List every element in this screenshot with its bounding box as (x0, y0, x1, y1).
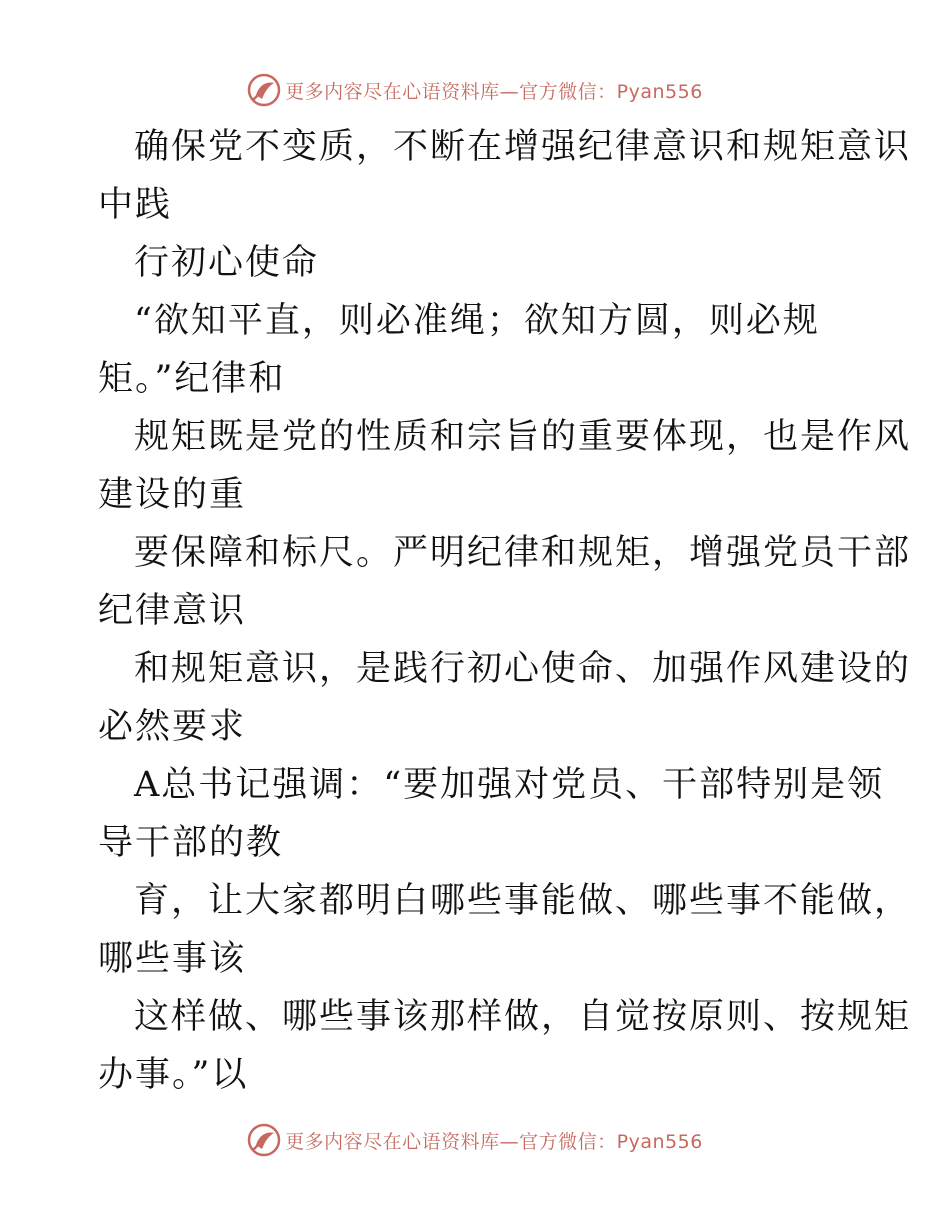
brand-logo-icon (247, 1123, 281, 1157)
paragraph-line: 建设的重 (98, 475, 247, 515)
header-banner (0, 70, 950, 110)
paragraph-line: 必然要求 (98, 707, 247, 747)
paragraph-line: 要保障和标尺。严明纪律和规矩，增强党员干部 (134, 533, 912, 573)
paragraph (98, 118, 912, 234)
paragraph (98, 640, 912, 756)
paragraph (98, 408, 912, 524)
header-banner-text: 更多内容尽在心语资料库—官方微信：Pyan556 (285, 80, 703, 103)
paragraph-line: 中践 (98, 185, 173, 225)
paragraph-line: 导干部的教 (98, 823, 284, 863)
paragraph-line: 确保党不变质，不断在增强纪律意识和规矩意识 (134, 127, 912, 167)
paragraph-line: 纪律意识 (98, 591, 247, 631)
paragraph-line: 规矩既是党的性质和宗旨的重要体现，也是作风 (134, 417, 912, 457)
document-body (98, 118, 912, 1104)
paragraph-line: 行初心使命 (134, 243, 320, 283)
paragraph (98, 292, 858, 408)
paragraph (98, 234, 858, 292)
paragraph-line: 和规矩意识，是践行初心使命、加强作风建设的 (134, 649, 912, 689)
paragraph-line: “欲知平直，则必准绳；欲知方圆，则必规 (134, 301, 820, 341)
paragraph (98, 524, 912, 640)
paragraph-line: 矩。”纪律和 (98, 359, 286, 399)
footer-banner (0, 1120, 950, 1160)
paragraph-line: 这样做、哪些事该那样做，自觉按原则、按规矩 (134, 997, 912, 1037)
paragraph-line: 办事。”以 (98, 1055, 249, 1095)
footer-banner-text: 更多内容尽在心语资料库—官方微信：Pyan556 (285, 1130, 703, 1153)
brand-logo-icon (247, 73, 281, 107)
paragraph (98, 988, 912, 1104)
paragraph (98, 756, 885, 872)
paragraph-line: 哪些事该 (98, 939, 247, 979)
paragraph-line: A总书记强调：“要加强对党员、干部特别是领 (134, 765, 885, 805)
paragraph-line: 育，让大家都明白哪些事能做、哪些事不能做， (134, 881, 912, 921)
paragraph (98, 872, 912, 988)
